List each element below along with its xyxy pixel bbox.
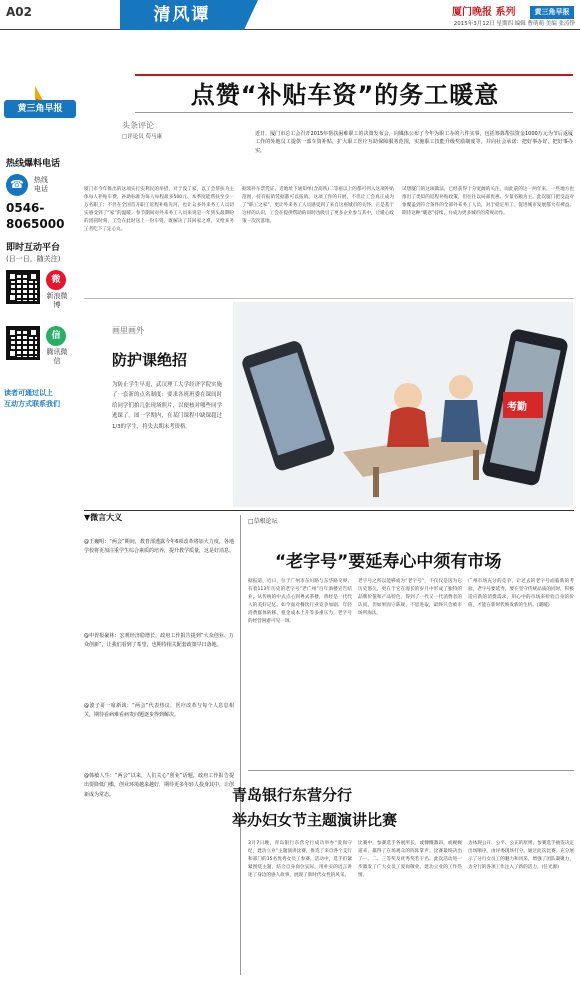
paper-badge: 黄三角早报 (530, 6, 574, 19)
editorial-lead: 近日，厦门市总工会召开2015年帮扶困难职工的决策发布会，向媒体公布了今年为职工办的六件实事，包括筹募帮扶资金1000万元为节后返厦工作的外地员工提供一部车资补贴，扩大职工医疗互助保障服务范围，实施职工技能升级奖励制度等。并向社会承诺：把好事办好，把好事办实。 (255, 131, 573, 154)
bank-col-2: 比赛中，参赛选手各展所长，或慷慨激昂，或娓娓道来，赢得了在场观众的阵阵掌声。比赛最终决出了一、二、三等奖及优秀奖若干名。此次活动进一步激发了广大女员工爱岗敬业、建功立业的工作热情。 (358, 841, 462, 879)
editorial-col-1: 厦门市今年推出的这项实打实利民的举措，对于没了家，以工会帮扶为主体每人补贴车费，补助标准为每人每程最多500元、本季度能帮扶至少一万名职工；不但在全国首开职工返程补贴先河，也让众多外来务工人员切实感受到了“家”的温暖。春节期间对外来务工人员来说是一年到头最期盼的团圆时刻，工会在此时送上一份车资，既解决了其回家之难，又给来务工者吃下了定心丸。 (84, 187, 234, 233)
section-divider (84, 298, 574, 299)
zihao-col-2: 老字号之所以能够成为“老字号”，不仅仅是因为它历史悠久，更在于它在漫长的岁月中形成了独特的品牌价值和产品特色，得到了一代又一代消费者的认同。但如果固守陈规，不思进取，最终只会被市场所淘汰。 (358, 579, 462, 617)
zihao-col-1: 据报道，近日，位于广州市东川路与东华路交界、有着113年历史的老字号“老广州”百年酒楼宣告结业。从传统的中式点心到粤式茶楼，曾经是一代代人的美好记忆。如今面对餐饮行业竞争加剧、年轻消费群体转移、租金成本上升等多重压力，老字号的经营困难可见一斑。 (248, 579, 352, 625)
sidebar-footer-line-2: 互动方式联系我们 (4, 400, 60, 408)
wechat-icon: 信 (46, 326, 66, 346)
editorial-section-label: 头条评论 (122, 121, 154, 130)
bank-col-1: 3月7日晚，青岛银行东营分行成功举办“爱岗守纪，建功立业”主题演讲比赛，推选了来自各个支行和部门的15名优秀女员工参赛。活动中，选手们紧紧围绕主题，结合自身岗位实际，用朴实的语言讲述了身边的感人故事，展现了新时代女性的风采。 (248, 841, 352, 879)
bank-title-line-1: 青岛银行东营分行 (232, 786, 353, 804)
page-number: A02 (6, 5, 32, 19)
zihao-title: “老字号”要延寿心中须有市场 (275, 552, 502, 572)
editorial-col-3: 试想厦门的这项做法，已经获得十分宽阔的关注，而此前的这一两年来，一些地方也推出了类似的返程补贴政策，但往往以局部优惠、少量名额为主。此次厦门把受益对象覆盖到符合条件的全部外来务工人员，对于稳定用工、促进城市发展都大有裨益。期待这种“暖意”持续，并成为更多城市的常规动作。 (402, 187, 574, 217)
sidebar-brand: 黄三角早报 (4, 100, 76, 118)
bank-rule (248, 770, 574, 771)
headline-rule-top (135, 74, 573, 76)
paper-name: 厦门晚报 系列 (452, 7, 516, 18)
column-divider (240, 515, 241, 975)
cartoon-illustration (233, 302, 573, 507)
zihao-col-3: 广州市场充分的竞争，让过去的老字号面临新的考验。老字号要延寿，要在坚守传统品质的同时，积极适应新的消费需求，用心中的市场来检验自身的价值，才能在新时代焕发新的生机。(暖暖) (468, 579, 574, 609)
weiyan-heading: ▼微言大义 (84, 513, 123, 522)
hotline-title: 热线爆料电话 (6, 159, 61, 169)
cartoon-column-label: 画里画外 (112, 326, 144, 335)
sidebar-footer (4, 388, 76, 410)
cartoon-caption: 为防止学生早退，武汉理工大学经济学院实施了一套新的点名制度：要求各班班委在课间时给同学们拍几张现场照片，以便核对哪些同学逃课了。图一学期内，在某门课程中缺课超过1/3的学生，将失去期末考资格。 (112, 382, 222, 430)
cartoon-title: 防护课绝招 (112, 351, 188, 369)
bank-col-3: 为体现公开、公平、公正的原则，参赛选手抽签决定出场顺序，由评委现场打分。通过此次比赛，充分展示了分行女员工的魅力和风采，增强了团队凝聚力，为分行的各项工作注入了新的活力。(任光源) (468, 841, 574, 871)
headline-rule-bottom (135, 112, 573, 113)
weiyan-item-4: @韩敏人生：“两会”以来，人们关心“创业”话题，政府工作报告提出要降低门槛，创业环境越来越好，期待更多年轻人投身其中，让创新成为常态。 (84, 773, 234, 798)
dateline: 2015年3月12日 星期四 编辑 曹萌萌 美编 张涛铮 (453, 21, 575, 27)
editorial-col-2: 据领补车票凭证、近地址下通知单(含高铁)二等座以上的都可列入这项补贴范围，持有报销凭据都可以报销。这项工作的开展，不但让工会真正成为了“职工之家”，更让外来务工人员感受到了来自这座城市的关怀。正是基于这样的认识，工会在提供帮助的同时也吸引了更多企业参与其中，让暖心政策一次次落地。 (242, 187, 394, 225)
zihao-column-label: □草根论坛 (248, 518, 278, 525)
headline: 点赞“补贴车资”的务工暖意 (190, 81, 500, 109)
cartoon-drawing (233, 302, 573, 507)
interact-hours: (日一日，随关注) (6, 255, 61, 263)
wechat-label: 腾讯微信 (46, 348, 68, 365)
weibo-qr-code[interactable] (6, 270, 40, 304)
bank-title-line-2: 举办妇女节主题演讲比赛 (232, 811, 398, 829)
phone-icon: ☎ (6, 174, 28, 196)
lower-rule (84, 510, 574, 511)
svg-text:考勤: 考勤 (507, 402, 527, 413)
column-banner: 清风谭 (120, 0, 244, 30)
wechat-qr-code[interactable] (6, 326, 40, 360)
sidebar (4, 34, 76, 544)
editorial-byline: □评论员 苟马康 (122, 134, 162, 140)
sidebar-footer-line-1: 读者可通过以上 (4, 389, 53, 397)
weibo-label: 新浪微博 (46, 292, 68, 309)
interact-title: 即时互动平台 (6, 243, 61, 253)
weiyan-item-2: @申胃报豪林：宏观经济稳增长，政府工作报告提到“大众创业、万众创新”，让我们看到了希望，也期待相关配套政策早日落地。 (84, 633, 234, 649)
hotline-number[interactable]: 0546-8065000 (6, 201, 65, 231)
weiyan-item-1: @王巍明：“两会”期间，教育部透露今年6项改革将加大力度，各地学校将更加注重学生综合素质的培养，提升教学质量，这是好消息。 (84, 539, 234, 555)
weibo-icon: 微 (46, 270, 66, 290)
weiyan-item-3: @波子哥一席新谈：“两会”代表热议，医疗改革与每个人息息相关，期待看病难看病贵问题逐步得到解决。 (84, 703, 234, 719)
hotline-label: 热线电话 (34, 176, 48, 193)
banner-tail (244, 0, 258, 30)
